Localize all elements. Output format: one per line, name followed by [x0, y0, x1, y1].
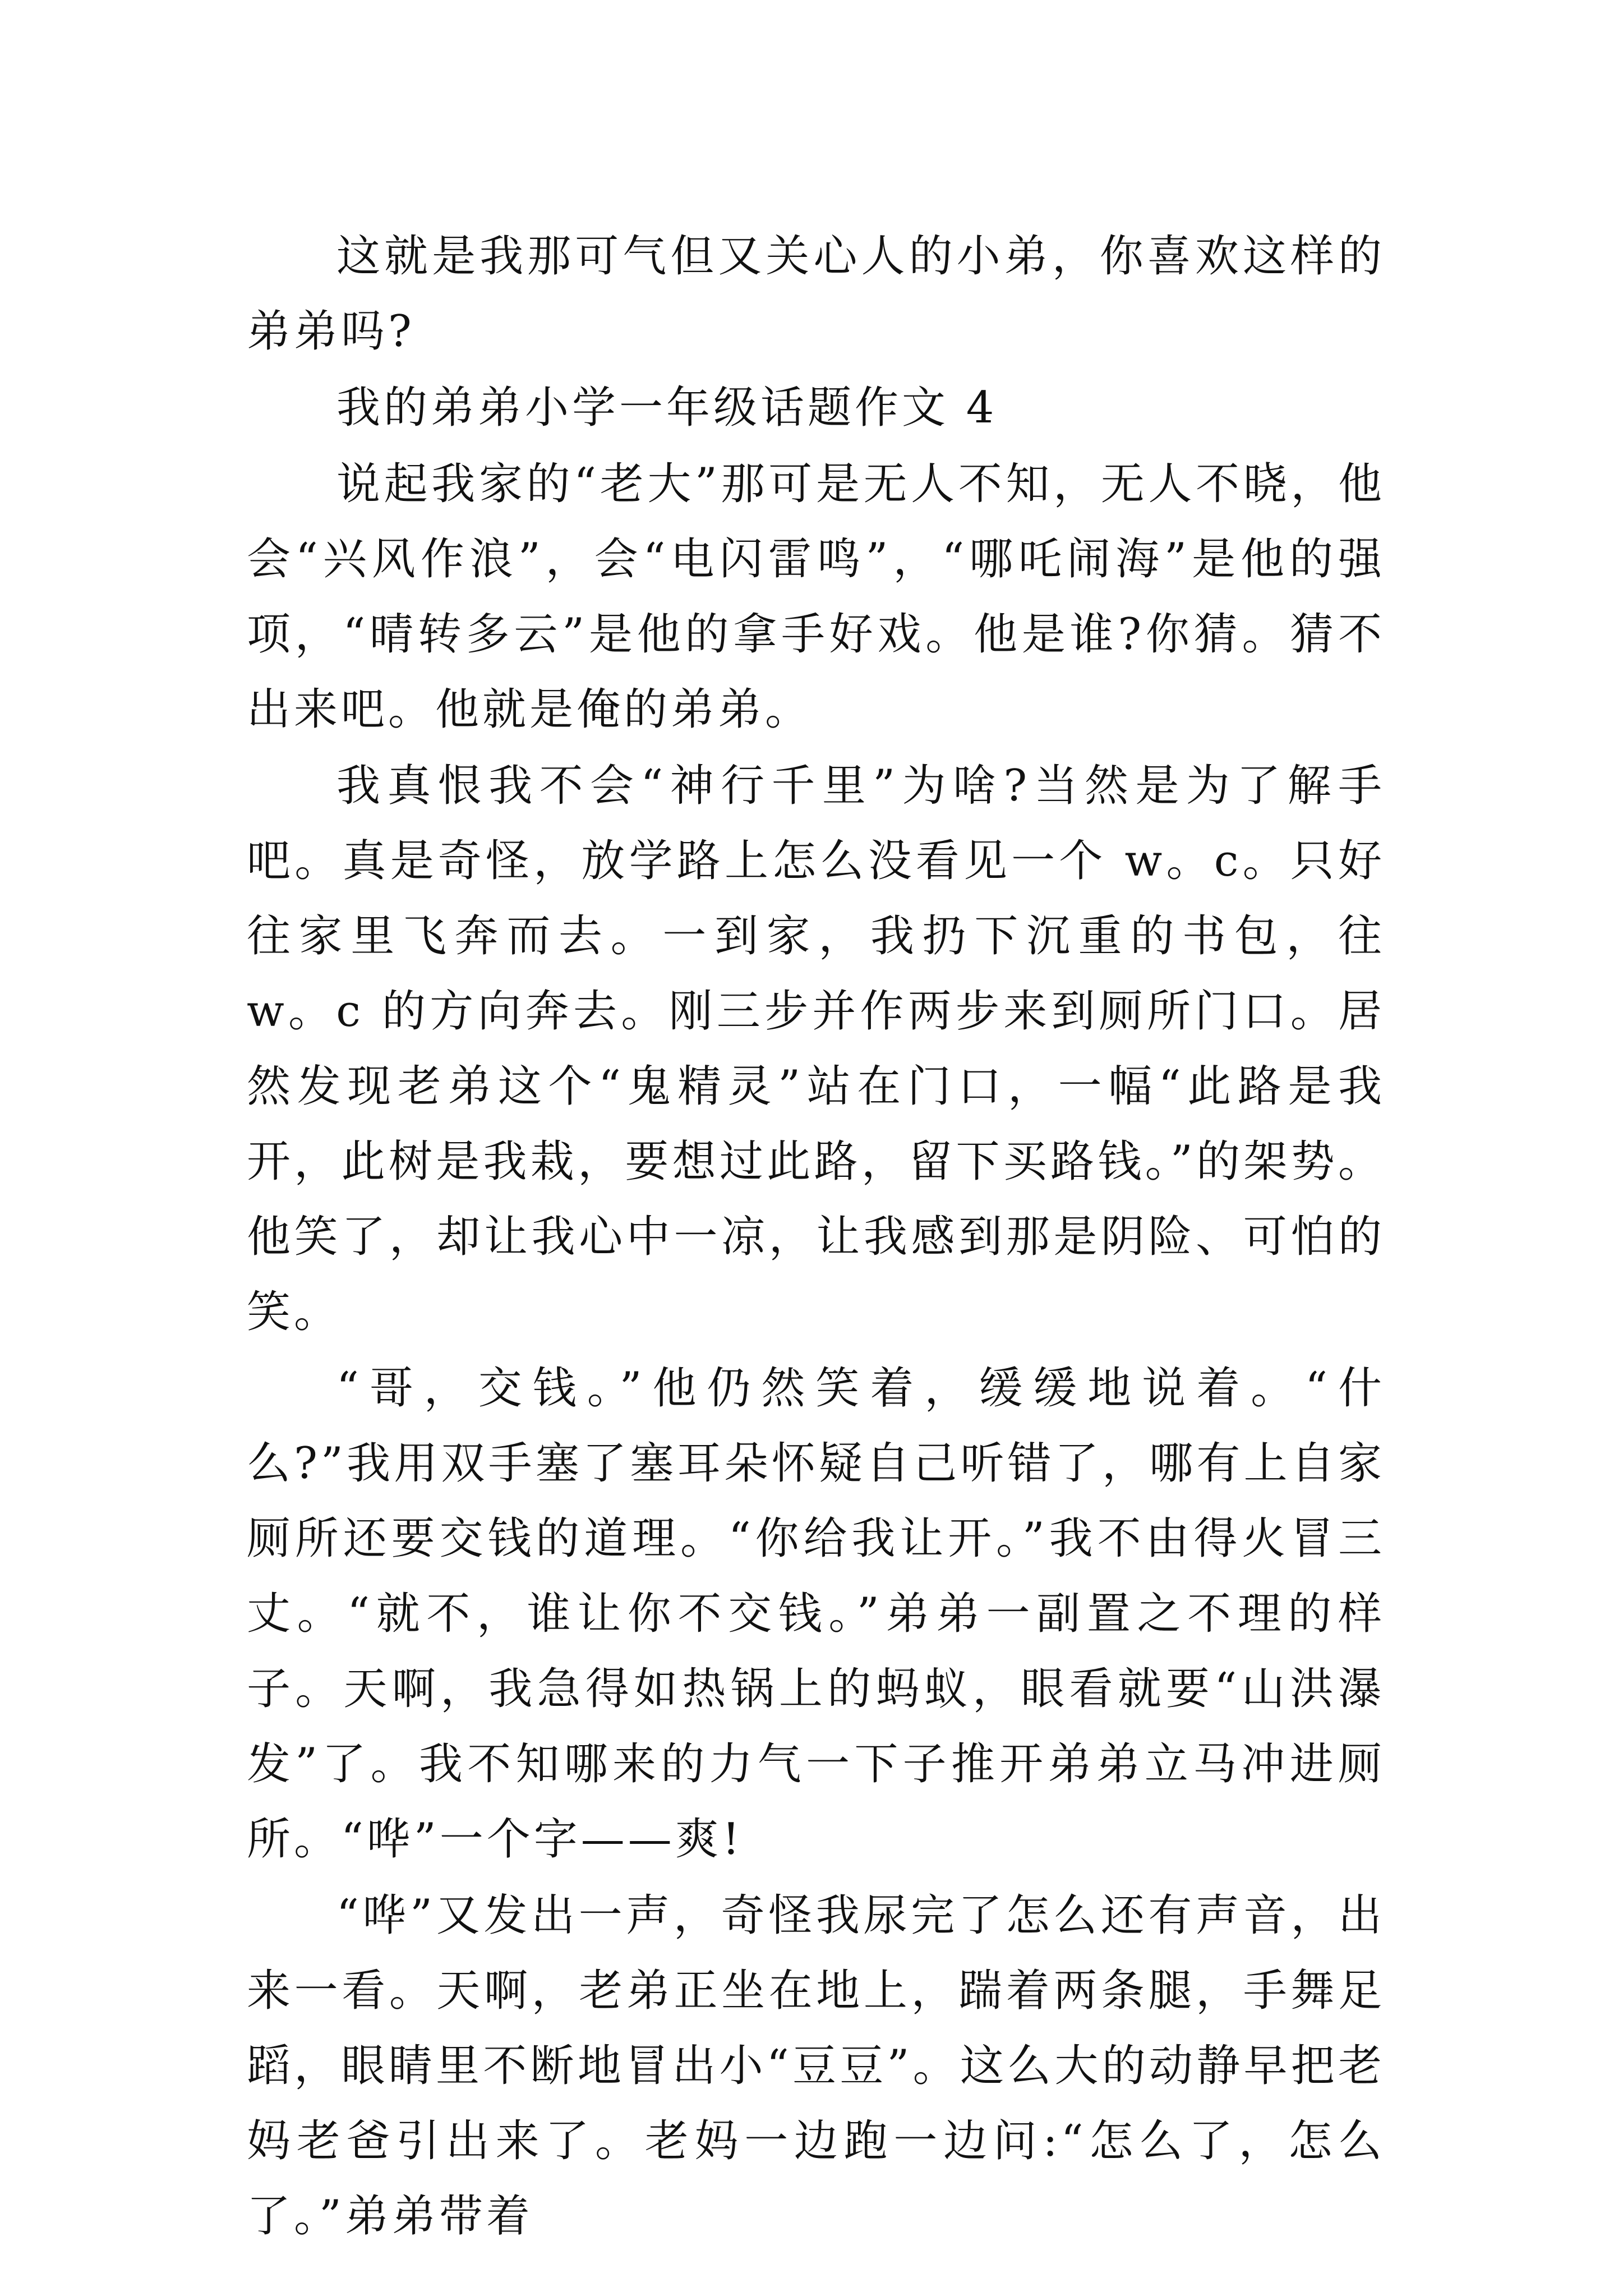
essay-heading: 我的弟弟小学一年级话题作文 4: [336, 383, 998, 433]
document-body: [247, 219, 1385, 2255]
paragraph: 说起我家的“老大”那可是无人不知，无人不晓，他会“兴风作浪”，会“电闪雷鸣”，“哪吒闹海”是他的强项，“晴转多云”是他的拿手好戏。他是谁?你猜。猜不出来吧。他就是俺的弟弟。: [247, 459, 1385, 735]
paragraph-closing: 这就是我那可气但又关心人的小弟，你喜欢这样的弟弟吗?: [247, 231, 1385, 357]
paragraph: 我真恨我不会“神行千里”为啥?当然是为了解手吧。真是奇怪，放学路上怎么没看见一个 w。c。只好往家里飞奔而去。一到家，我扔下沉重的书包，往 w。c 的方向奔去。刚三步并作两步来到厕所门口。居然发现老弟这个“鬼精灵”站在门口，一幅“此路是我开，此树是我栽，要想过此路，留下买路钱。”的架势。他笑了，却让我心中一凉，让我感到那是阴险、可怕的笑。: [247, 761, 1385, 1337]
paragraph: “哥，交钱。”他仍然笑着，缓缓地说着。“什么?”我用双手塞了塞耳朵怀疑自己听错了，哪有上自家厕所还要交钱的道理。“你给我让开。”我不由得火冒三丈。“就不，谁让你不交钱。”弟弟一副置之不理的样子。天啊，我急得如热锅上的蚂蚁，眼看就要“山洪瀑发”了。我不知哪来的力气一下子推开弟弟立马冲进厕所。“哗”一个字——爽!: [247, 1363, 1385, 1865]
paragraph: “哗”又发出一声，奇怪我尿完了怎么还有声音，出来一看。天啊，老弟正坐在地上，踹着两条腿，手舞足蹈，眼睛里不断地冒出小“豆豆”。这么大的动静早把老妈老爸引出来了。老妈一边跑一边问:“怎么了，怎么了。”弟弟带着: [247, 1890, 1385, 2242]
